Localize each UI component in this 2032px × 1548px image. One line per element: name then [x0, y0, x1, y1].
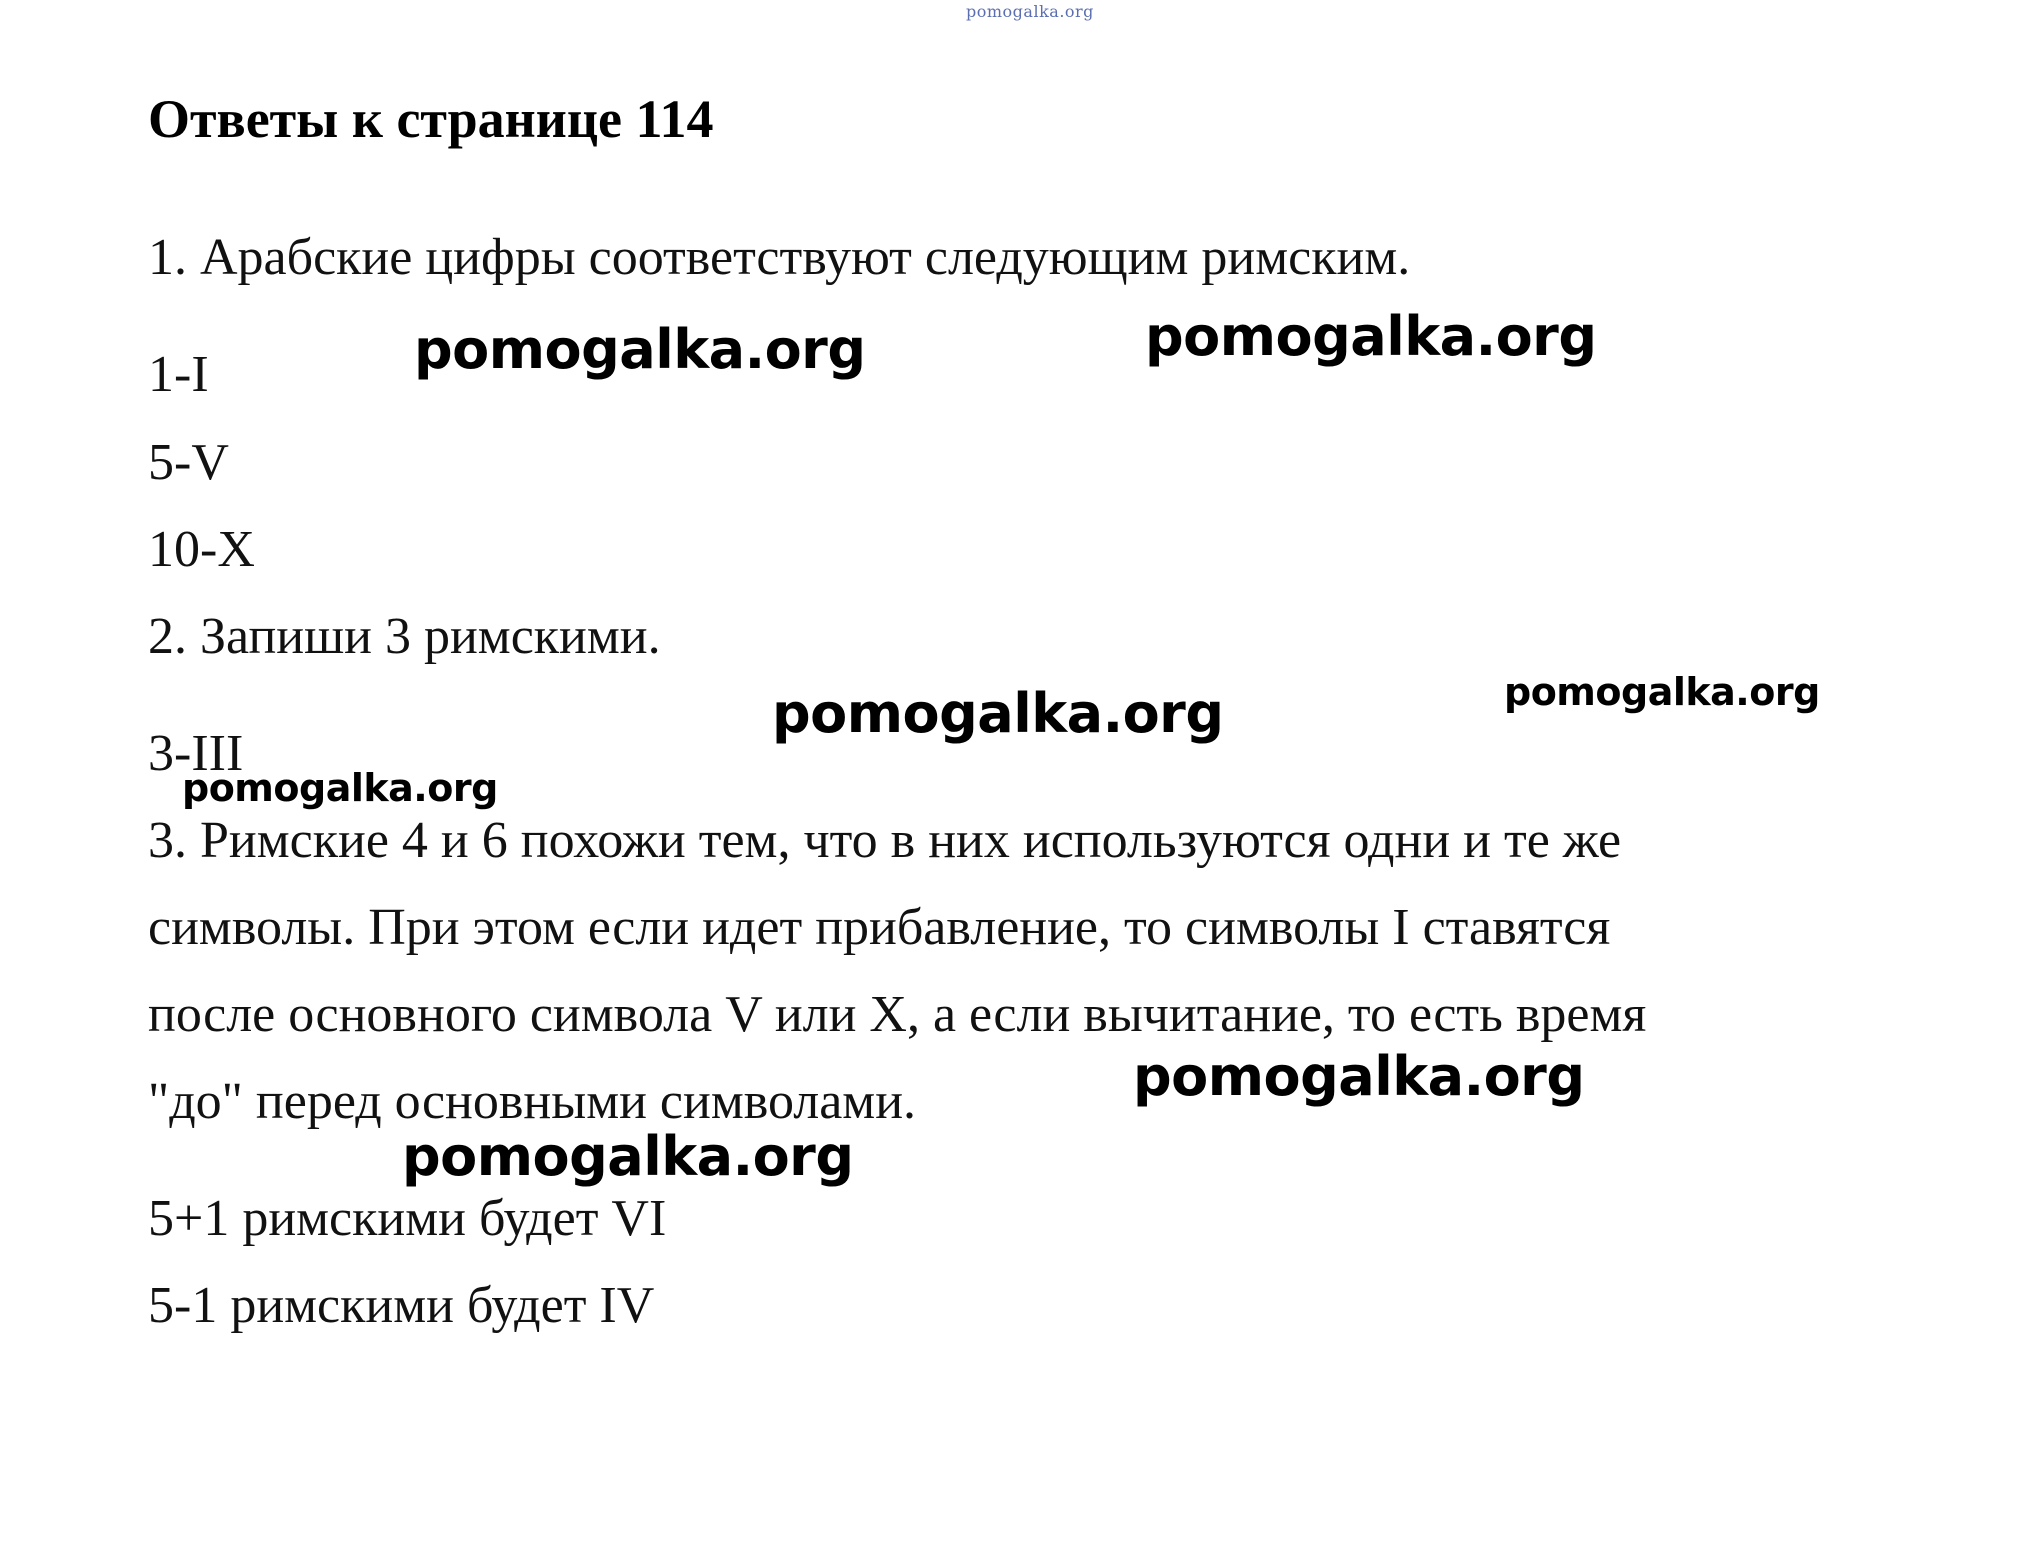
- answer-1-line-10: 10-X: [148, 521, 255, 578]
- watermark: pomogalka.org: [414, 318, 866, 381]
- answer-3-line-1: 3. Римские 4 и 6 похожи тем, что в них используются одни и те же: [148, 812, 1622, 869]
- answer-1-heading: 1. Арабские цифры соответствуют следующим римским.: [148, 229, 1411, 286]
- answer-1-line-5: 5-V: [148, 434, 229, 491]
- watermark: pomogalka.org: [1504, 670, 1820, 714]
- header-watermark: pomogalka.org: [966, 2, 1094, 21]
- watermark: pomogalka.org: [1133, 1045, 1585, 1108]
- answer-3-line-2: символы. При этом если идет прибавление, то символы I ставятся: [148, 899, 1611, 956]
- watermark: pomogalka.org: [182, 766, 498, 810]
- page-title: Ответы к странице 114: [148, 89, 714, 149]
- answer-3-line-3: после основного символа V или X, а если вычитание, то есть время: [148, 986, 1647, 1043]
- answer-3-line-iv: 5-1 римскими будет IV: [148, 1277, 655, 1334]
- answer-2-line-3: 3-III: [148, 725, 244, 782]
- answer-3-line-vi: 5+1 римскими будет VI: [148, 1190, 667, 1247]
- watermark: pomogalka.org: [772, 682, 1224, 745]
- watermark: pomogalka.org: [1145, 305, 1597, 368]
- answer-3-line-4: "до" перед основными символами.: [148, 1073, 917, 1130]
- watermark: pomogalka.org: [402, 1125, 854, 1188]
- answer-1-line-1: 1-I: [148, 346, 209, 403]
- answer-2-heading: 2. Запиши 3 римскими.: [148, 608, 661, 665]
